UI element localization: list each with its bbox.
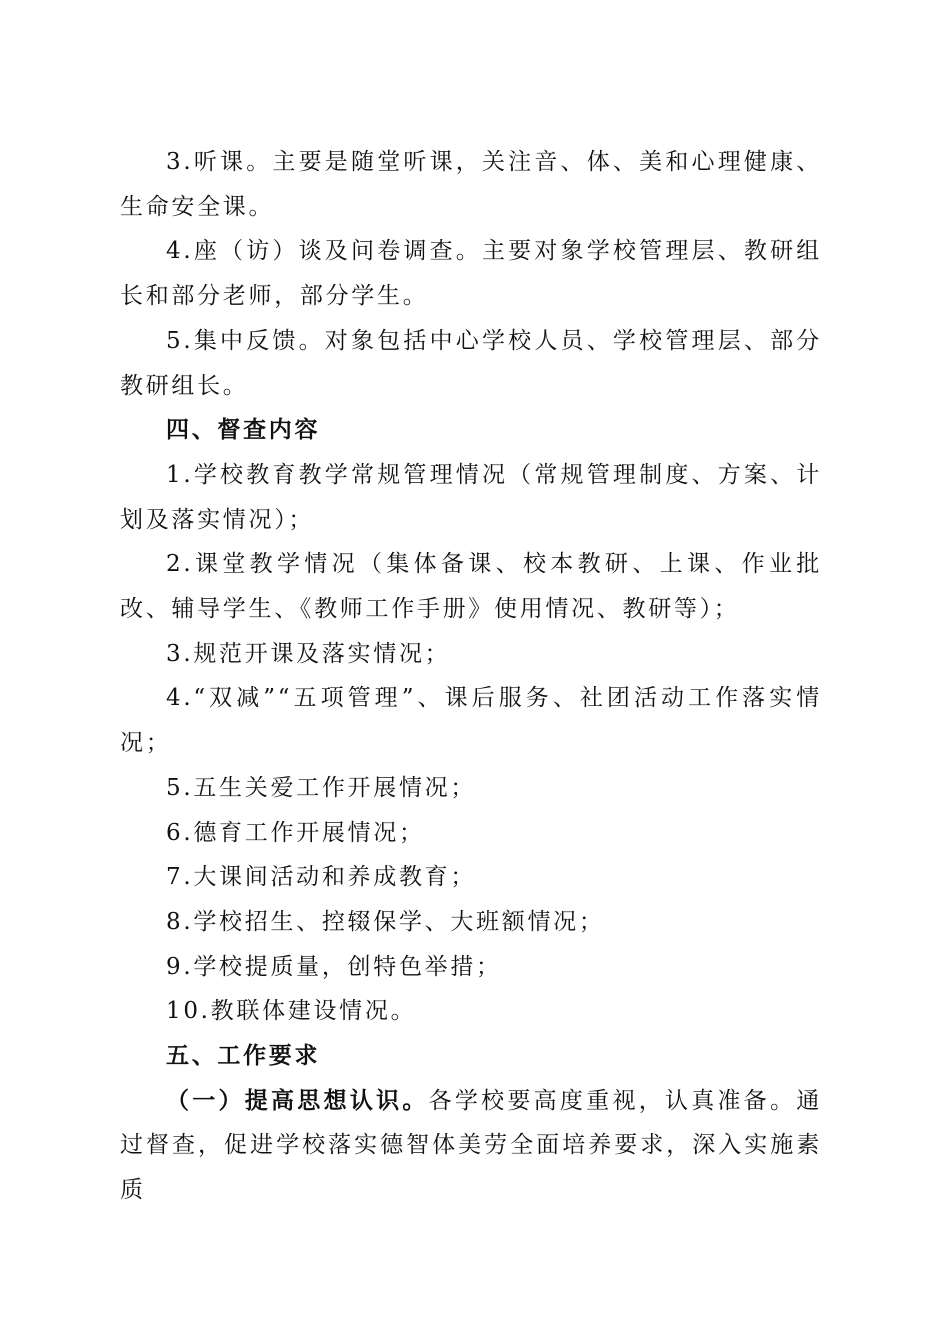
list-item: 10.教联体建设情况。: [166, 998, 417, 1025]
list-item: 1.学校教育教学常规管理情况（常规管理制度、方案、计划及落实情况）；: [120, 461, 822, 533]
paragraph-lead: （一）提高思想认识。: [166, 1087, 429, 1114]
list-item: 6.德育工作开展情况；: [166, 819, 425, 846]
list-item: 2.课堂教学情况（集体备课、校本教研、上课、作业批改、辅导学生、《教师工作手册》使用情况、教研等）；: [120, 551, 822, 623]
paragraph-body: 各学校要高度重视，认真准备。通过督查，促进学校落实德智体美劳全面培养要求，深入实施素质: [120, 1087, 822, 1204]
list-item: 7.大课间活动和养成教育；: [166, 864, 477, 891]
section-heading-work-requirements: 五、工作要求: [166, 1043, 321, 1070]
document-body: [120, 140, 822, 1213]
list-item: 5.五生关爱工作开展情况；: [166, 774, 477, 801]
list-item: 4.“双减”“五项管理”、课后服务、社团活动工作落实情况；: [120, 685, 822, 757]
list-item: 9.学校提质量，创特色举措；: [166, 953, 502, 980]
paragraph-feedback: 5.集中反馈。对象包括中心学校人员、学校管理层、部分教研组长。: [120, 327, 822, 399]
section-heading-inspection-content: 四、督查内容: [166, 417, 321, 444]
paragraph-raise-awareness: [120, 1079, 822, 1213]
paragraph-interview: 4.座（访）谈及问卷调查。主要对象学校管理层、教研组长和部分老师，部分学生。: [120, 238, 822, 310]
list-item: 8.学校招生、控辍保学、大班额情况；: [166, 908, 605, 935]
paragraph-listening: 3.听课。主要是随堂听课，关注音、体、美和心理健康、生命安全课。: [120, 149, 822, 220]
list-item: 3.规范开课及落实情况；: [166, 640, 451, 667]
